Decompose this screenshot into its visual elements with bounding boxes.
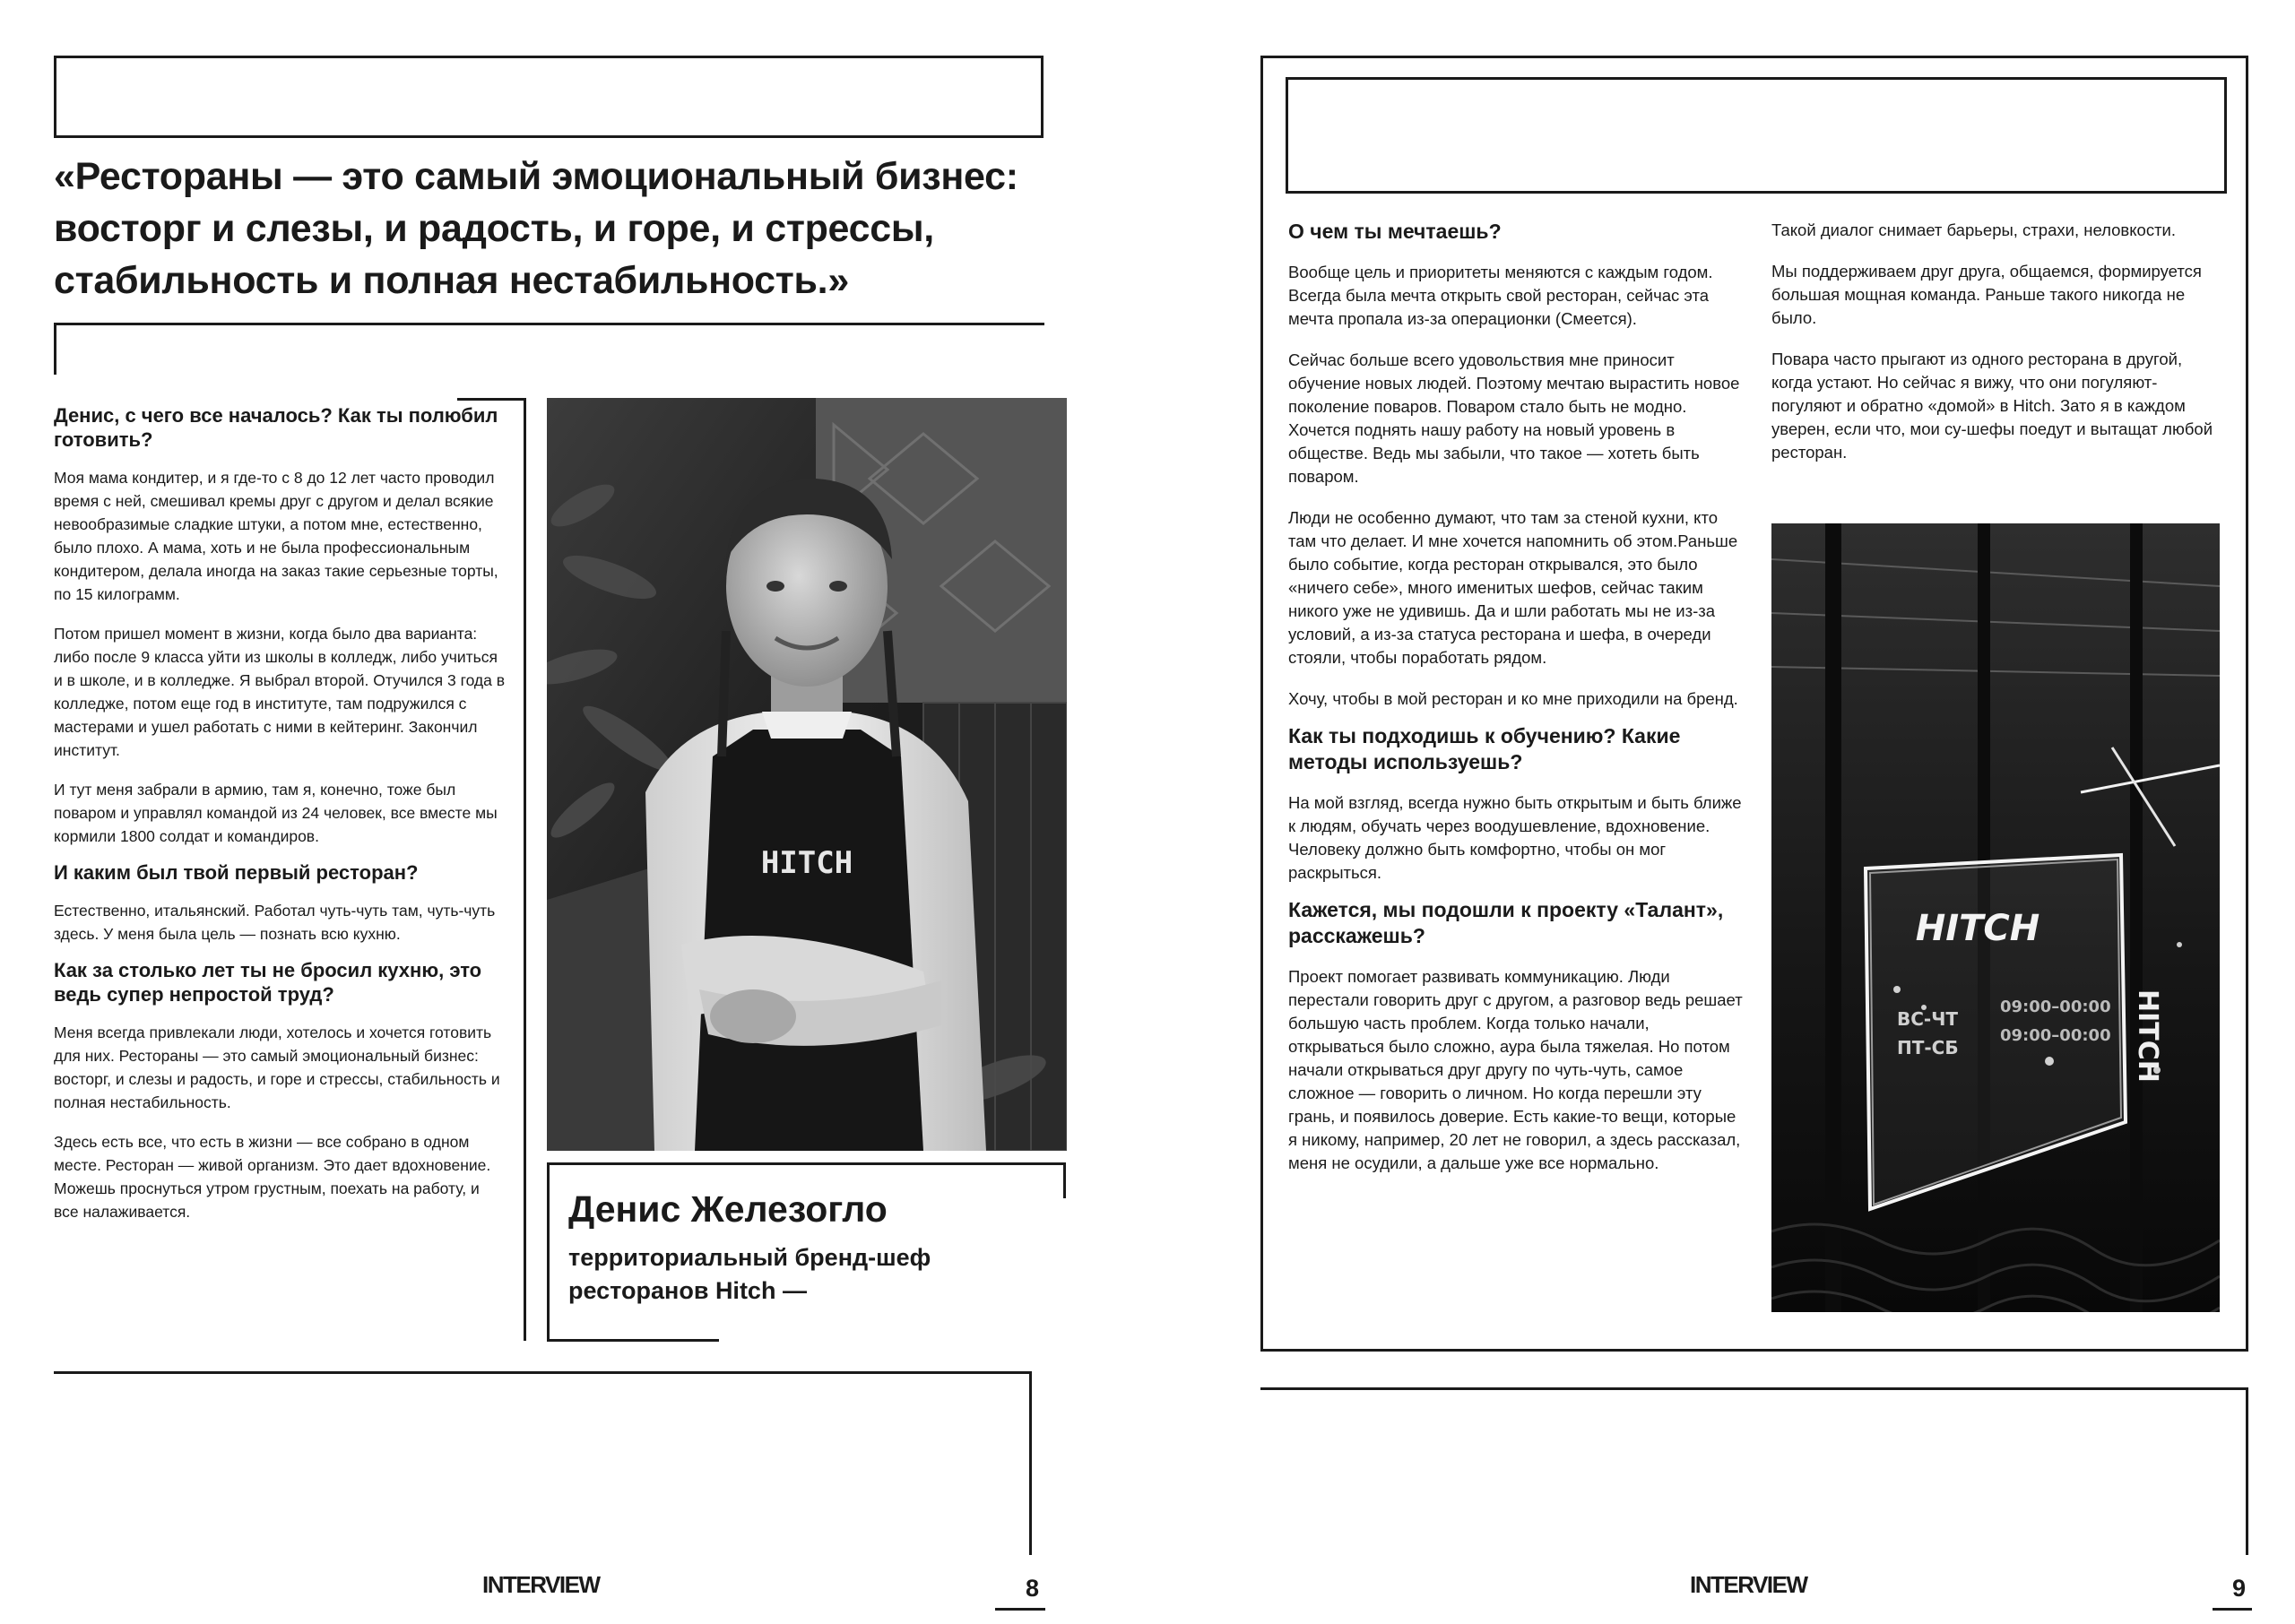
left-article-column — [54, 403, 507, 1240]
footer-brand-left: INTERVIEW — [482, 1571, 600, 1598]
answer-paragraph: На мой взгляд, всегда нужно быть открытым и быть ближе к людям, обучать через воодушевление, вдохновение. Человеку должно быть комфортно, чтобы он мог раскрыться. — [1288, 793, 1742, 882]
answer-paragraph: Повара часто прыгают из одного ресторана в другой, когда устают. Но сейчас я вижу, что они погуляют-погуляют и обратно «домой» в Hitch. Зато я в каждом уверен, если что, мои су-шефы поедут и вытащат любой ресторан. — [1771, 350, 2213, 462]
answer-paragraph: Люди не особенно думают, что там за стеной кухни, кто там что делает. И мне хочется напомнить об этом.Раньше было событие, когда ресторан открывался, это было «ничего себе», много именитых шефов, сейчас таким никого уже не удивишь. Да и шли работать мы не из-за условий, а из-за статуса ресторана и шефа, в очереди стояли, чтобы поработать рядом. — [1288, 508, 1738, 667]
answer-paragraph: И тут меня забрали в армию, там я, конечно, тоже был поваром и управлял командой из 24 человек, все вместе мы кормили 1800 солдат и командиров. — [54, 781, 498, 845]
caption-frame-left — [547, 1162, 550, 1342]
answer-paragraph: Сейчас больше всего удовольствия мне приносит обучение новых людей. Поэтому мечтаю вырастить новое поколение поваров. Поваром стало быть не модно. Хочется поднять нашу работу на новый уровень в обществе. Ведь мы забыли, что такое — хотеть быть поваром. — [1288, 350, 1740, 486]
vertical-neon-sign-text: HITCH — [2132, 989, 2163, 1083]
hours-value-weekend: 09:00–00:00 — [2000, 1026, 2111, 1045]
answer-paragraph: Потом пришел момент в жизни, когда было два варианта: либо после 9 класса уйти из школы в колледж, либо учиться и в школе, и в колледже. Я выбрал второй. Отучился 3 года в колледже, потом еще год в институте, там подружился с мастерами и ушел работать с ними в кейтеринг. Закончил институт. — [54, 625, 506, 759]
top-empty-frame-left — [54, 56, 1044, 138]
caption-frame-right — [1063, 1162, 1066, 1198]
top-empty-frame-right — [1286, 77, 2227, 194]
person-name: Денис Железогло — [568, 1188, 888, 1230]
question-heading: Денис, с чего все началось? Как ты полюбил готовить? — [54, 404, 498, 451]
bottom-frame-right-left — [1029, 1371, 1032, 1555]
neon-sign-text: HITCH — [1915, 908, 2040, 949]
footer-brand-right: INTERVIEW — [1690, 1571, 1807, 1598]
answer-paragraph: Естественно, итальянский. Работал чуть-чуть там, чуть-чуть здесь. У меня была цель — познать всю кухню. — [54, 902, 496, 943]
page-number-underline-right — [2213, 1608, 2252, 1611]
answer-paragraph: Проект помогает развивать коммуникацию. Люди перестали говорить друг с другом, а разговор ведь решает большую часть проблем. Когда только начали, открываться было сложно, аура была тяжелая. Но потом начали открываться друг другу по чуть-чуть, самое сложное — говорить о личном. Но когда перешли эту грань, и появилось доверие. Есть какие-то вещи, которые я никому, например, 20 лет не говорил, а здесь рассказал, меня не осудили, а дальше уже все нормально. — [1288, 967, 1743, 1172]
answer-paragraph: Хочу, чтобы в мой ресторан и ко мне приходили на бренд. — [1288, 689, 1738, 708]
column-frame-top — [457, 398, 525, 401]
page-number-left: 8 — [1026, 1575, 1040, 1602]
chef-portrait-photo — [547, 398, 1067, 1151]
quote-divider-tick — [54, 323, 56, 375]
right-article-column-1 — [1288, 219, 1745, 1193]
apron-logo-text: HITCH — [760, 845, 853, 881]
hours-label-weekdays: ВС-ЧТ — [1897, 1008, 1959, 1030]
question-heading: И каким был твой первый ресторан? — [54, 861, 419, 884]
quote-divider — [54, 323, 1044, 325]
restaurant-entrance-photo — [1771, 523, 2220, 1312]
caption-frame-bottom — [547, 1339, 719, 1342]
column-frame-right — [524, 398, 526, 1341]
question-heading: Как ты подходишь к обучению? Какие методы используешь? — [1288, 724, 1681, 773]
page-number-right: 9 — [2232, 1575, 2247, 1602]
hours-label-weekend: ПТ-СБ — [1897, 1037, 1959, 1058]
question-heading: Кажется, мы подошли к проекту «Талант», расскажешь? — [1288, 898, 1724, 947]
bottom-frame-top-left — [54, 1371, 1031, 1374]
question-heading: Как за столько лет ты не бросил кухню, это ведь супер непростой труд? — [54, 959, 482, 1006]
answer-paragraph: Здесь есть все, что есть в жизни — все собрано в одном месте. Ресторан — живой организм. Это дает вдохновение. Можешь проснуться утром грустным, поехать на работу, и все налаживается. — [54, 1133, 491, 1221]
pull-quote: «Рестораны — это самый эмоциональный бизнес: восторг и слезы, и радость, и горе, и стрессы, стабильность и полная нестабильность.» — [54, 155, 1018, 302]
caption-frame-top — [547, 1162, 1065, 1165]
right-article-column-2 — [1771, 219, 2220, 482]
person-role: территориальный бренд-шеф ресторанов Hitch — — [568, 1244, 931, 1304]
bottom-frame-top-right — [1260, 1387, 2248, 1390]
bottom-frame-right-right — [2246, 1387, 2248, 1555]
question-heading: О чем ты мечтаешь? — [1288, 220, 1502, 243]
hours-value-weekdays: 09:00–00:00 — [2000, 998, 2111, 1016]
answer-paragraph: Мы поддерживаем друг друга, общаемся, формируется большая мощная команда. Раньше такого никогда не было. — [1771, 262, 2202, 327]
answer-paragraph: Меня всегда привлекали люди, хотелось и хочется готовить для них. Рестораны — это самый эмоциональный бизнес: восторг, и слезы и радость, и горе и стрессы, стабильность и полная нестабильность. — [54, 1024, 500, 1111]
answer-paragraph: Вообще цель и приоритеты меняются с каждым годом. Всегда была мечта открыть свой ресторан, сейчас эта мечта пропала из-за операционки (Смеется). — [1288, 263, 1713, 328]
answer-paragraph: Моя мама кондитер, и я где-то с 8 до 12 лет часто проводил время с ней, смешивал кремы друг с другом и делал всякие невообразимые сладкие штуки, а потом мне, естественно, было плохо. А мама, хоть и не была профессиональным кондитером, делала иногда на заказ такие серьезные торты, по 15 килограмм. — [54, 469, 498, 603]
answer-paragraph: Такой диалог снимает барьеры, страхи, неловкости. — [1771, 220, 2177, 239]
page-number-underline-left — [995, 1608, 1045, 1611]
